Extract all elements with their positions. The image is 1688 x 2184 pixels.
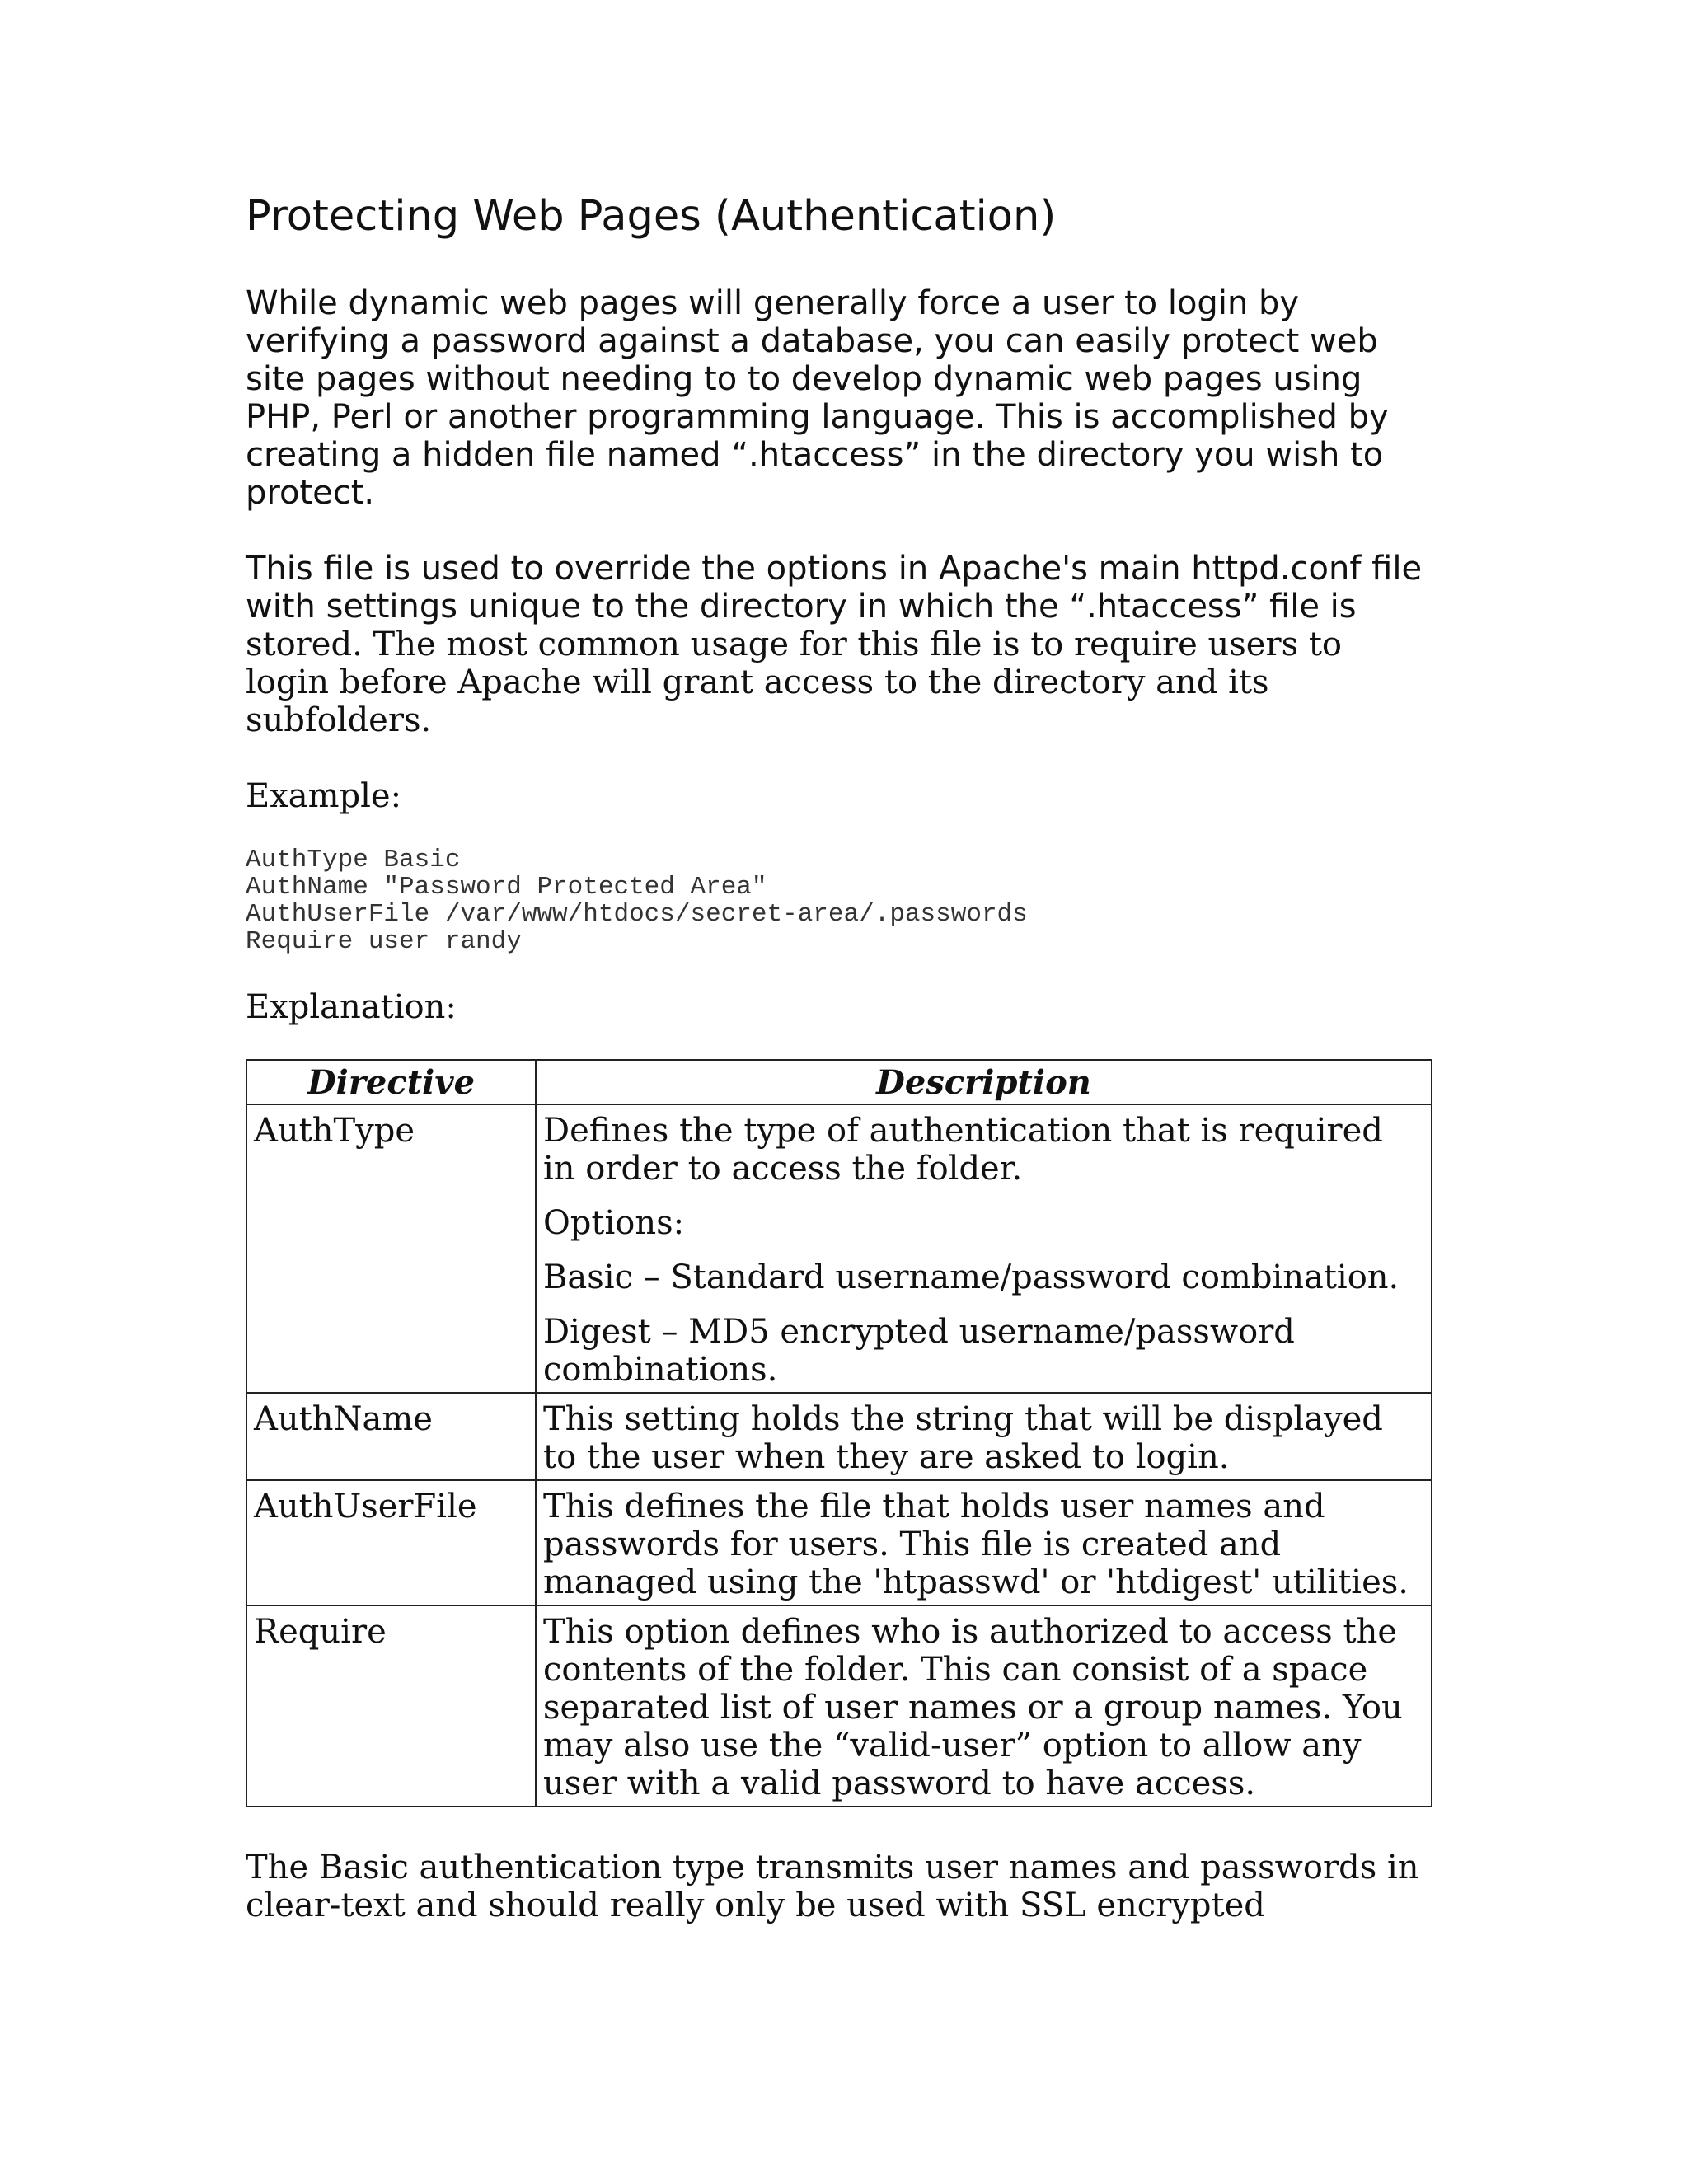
description-text: This defines the file that holds user names and passwords for users. This file is created and managed using the 'htpasswd' or 'htdigest' utilities. — [543, 1488, 1409, 1602]
directive-cell: AuthType — [246, 1104, 536, 1393]
example-label: Example: — [246, 777, 402, 816]
description-text: Basic – Standard username/password combination. — [543, 1258, 1400, 1297]
directive-cell: AuthUserFile — [246, 1480, 536, 1605]
header-description: Description — [536, 1060, 1432, 1104]
description-cell — [536, 1104, 1432, 1393]
code-line: AuthType Basic — [246, 846, 461, 875]
description-text: This setting holds the string that will be displayed to the user when they are asked to login. — [543, 1400, 1383, 1477]
description-cell — [536, 1605, 1432, 1807]
directive-cell: AuthName — [246, 1393, 536, 1480]
override-paragraph-serif: stored. The most common usage for this file is to require users to login before Apache will grant access to the directory and its subfolders. — [246, 626, 1342, 740]
directives-table — [246, 1059, 1432, 1807]
code-line: AuthName "Password Protected Area" — [246, 873, 767, 902]
header-directive: Directive — [246, 1060, 536, 1104]
description-cell — [536, 1393, 1432, 1480]
document-page — [246, 191, 1432, 1924]
override-paragraph-sans: This file is used to override the options in Apache's main httpd.conf file with settings unique to the directory in which the “.htaccess” file is — [246, 550, 1423, 626]
table-row — [246, 1104, 1432, 1393]
table-row — [246, 1393, 1432, 1480]
table-row — [246, 1605, 1432, 1807]
closing-paragraph: The Basic authentication type transmits user names and passwords in clear-text and should really only be used with SSL encrypted — [246, 1849, 1419, 1925]
description-text: This option defines who is authorized to access the contents of the folder. This can consist of a space separated list of user names or a group names. You may also use the “valid-user” option to allow any user with a valid password to have access. — [543, 1613, 1403, 1803]
directive-cell: Require — [246, 1605, 536, 1807]
code-block — [246, 846, 1432, 955]
explanation-label: Explanation: — [246, 988, 457, 1027]
page-title: Protecting Web Pages (Authentication) — [246, 192, 1057, 241]
override-paragraph — [246, 550, 1432, 739]
description-text: Digest – MD5 encrypted username/password combinations. — [543, 1313, 1295, 1390]
table-row — [246, 1480, 1432, 1605]
description-cell — [536, 1480, 1432, 1605]
description-text: Options: — [543, 1204, 685, 1243]
intro-paragraph: While dynamic web pages will generally force a user to login by verifying a password against a database, you can easily protect web site pages without needing to to develop dynamic web pages using PHP, Perl or another programming language. This is accomplished by creating a hidden file named “.htaccess” in the directory you wish to protect. — [246, 284, 1389, 513]
code-line: Require user randy — [246, 927, 522, 957]
table-header-row — [246, 1060, 1432, 1104]
description-text: Defines the type of authentication that is required in order to access the folder. — [543, 1112, 1383, 1188]
code-line: AuthUserFile /var/www/htdocs/secret-area/.passwords — [246, 900, 1028, 930]
